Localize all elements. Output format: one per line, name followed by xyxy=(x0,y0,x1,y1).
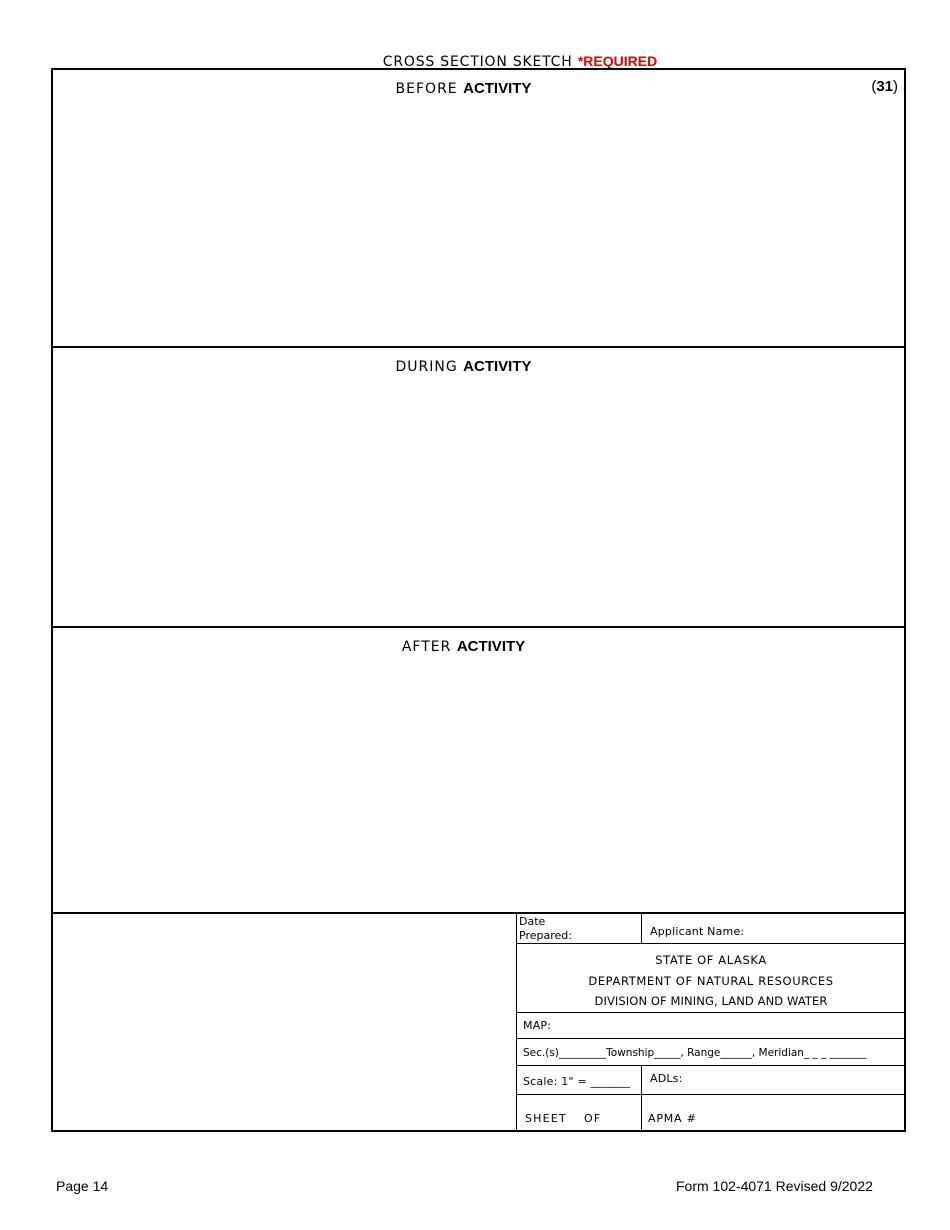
applicant-name-label: Applicant Name: xyxy=(650,925,745,938)
department-name: DEPARTMENT OF NATURAL RESOURCES xyxy=(588,974,834,988)
required-marker: *REQUIRED xyxy=(577,53,658,69)
apma-field[interactable] xyxy=(642,1095,905,1132)
form-number: Form 102-4071 Revised 9/2022 xyxy=(676,1178,873,1194)
before-activity-heading: BEFORE ACTIVITY xyxy=(395,80,532,97)
location-row[interactable] xyxy=(517,1039,905,1066)
scale-label: Scale: 1" = _______ xyxy=(523,1075,631,1088)
applicant-name-field[interactable] xyxy=(642,914,905,943)
page-number: Page 14 xyxy=(56,1178,109,1194)
of-label: OF xyxy=(584,1112,602,1125)
scale-adls-row xyxy=(517,1066,905,1095)
after-activity-heading: AFTER ACTIVITY xyxy=(401,638,526,655)
during-activity-panel[interactable] xyxy=(53,348,904,628)
scale-field[interactable] xyxy=(517,1066,642,1094)
map-row[interactable] xyxy=(517,1013,905,1039)
after-activity-panel[interactable] xyxy=(53,628,904,914)
agency-block xyxy=(517,944,905,1013)
date-prepared-label: Date Prepared: xyxy=(519,915,572,942)
sheet-apma-row xyxy=(517,1095,905,1132)
item-number: (31) xyxy=(871,78,898,95)
adls-field[interactable] xyxy=(642,1066,905,1094)
map-label: MAP: xyxy=(523,1019,552,1032)
sheet-label: SHEET xyxy=(525,1112,567,1125)
title-block xyxy=(516,914,905,1132)
state-name: STATE OF ALASKA xyxy=(655,953,767,967)
apma-label: APMA # xyxy=(648,1112,697,1125)
before-activity-panel[interactable] xyxy=(53,70,904,348)
location-line: Sec.(s)_________Township_____, Range______, Meridian_ _ _ _______ xyxy=(523,1047,867,1059)
section-title: CROSS SECTION SKETCH xyxy=(382,54,573,70)
date-prepared-field[interactable] xyxy=(517,914,642,943)
sketch-frame xyxy=(51,68,906,1132)
division-name: DIVISION OF MINING, LAND AND WATER xyxy=(594,994,828,1008)
adls-label: ADLs: xyxy=(650,1072,683,1085)
date-applicant-row xyxy=(517,914,905,944)
sheet-field[interactable] xyxy=(517,1095,642,1132)
during-activity-heading: DURING ACTIVITY xyxy=(395,358,532,375)
